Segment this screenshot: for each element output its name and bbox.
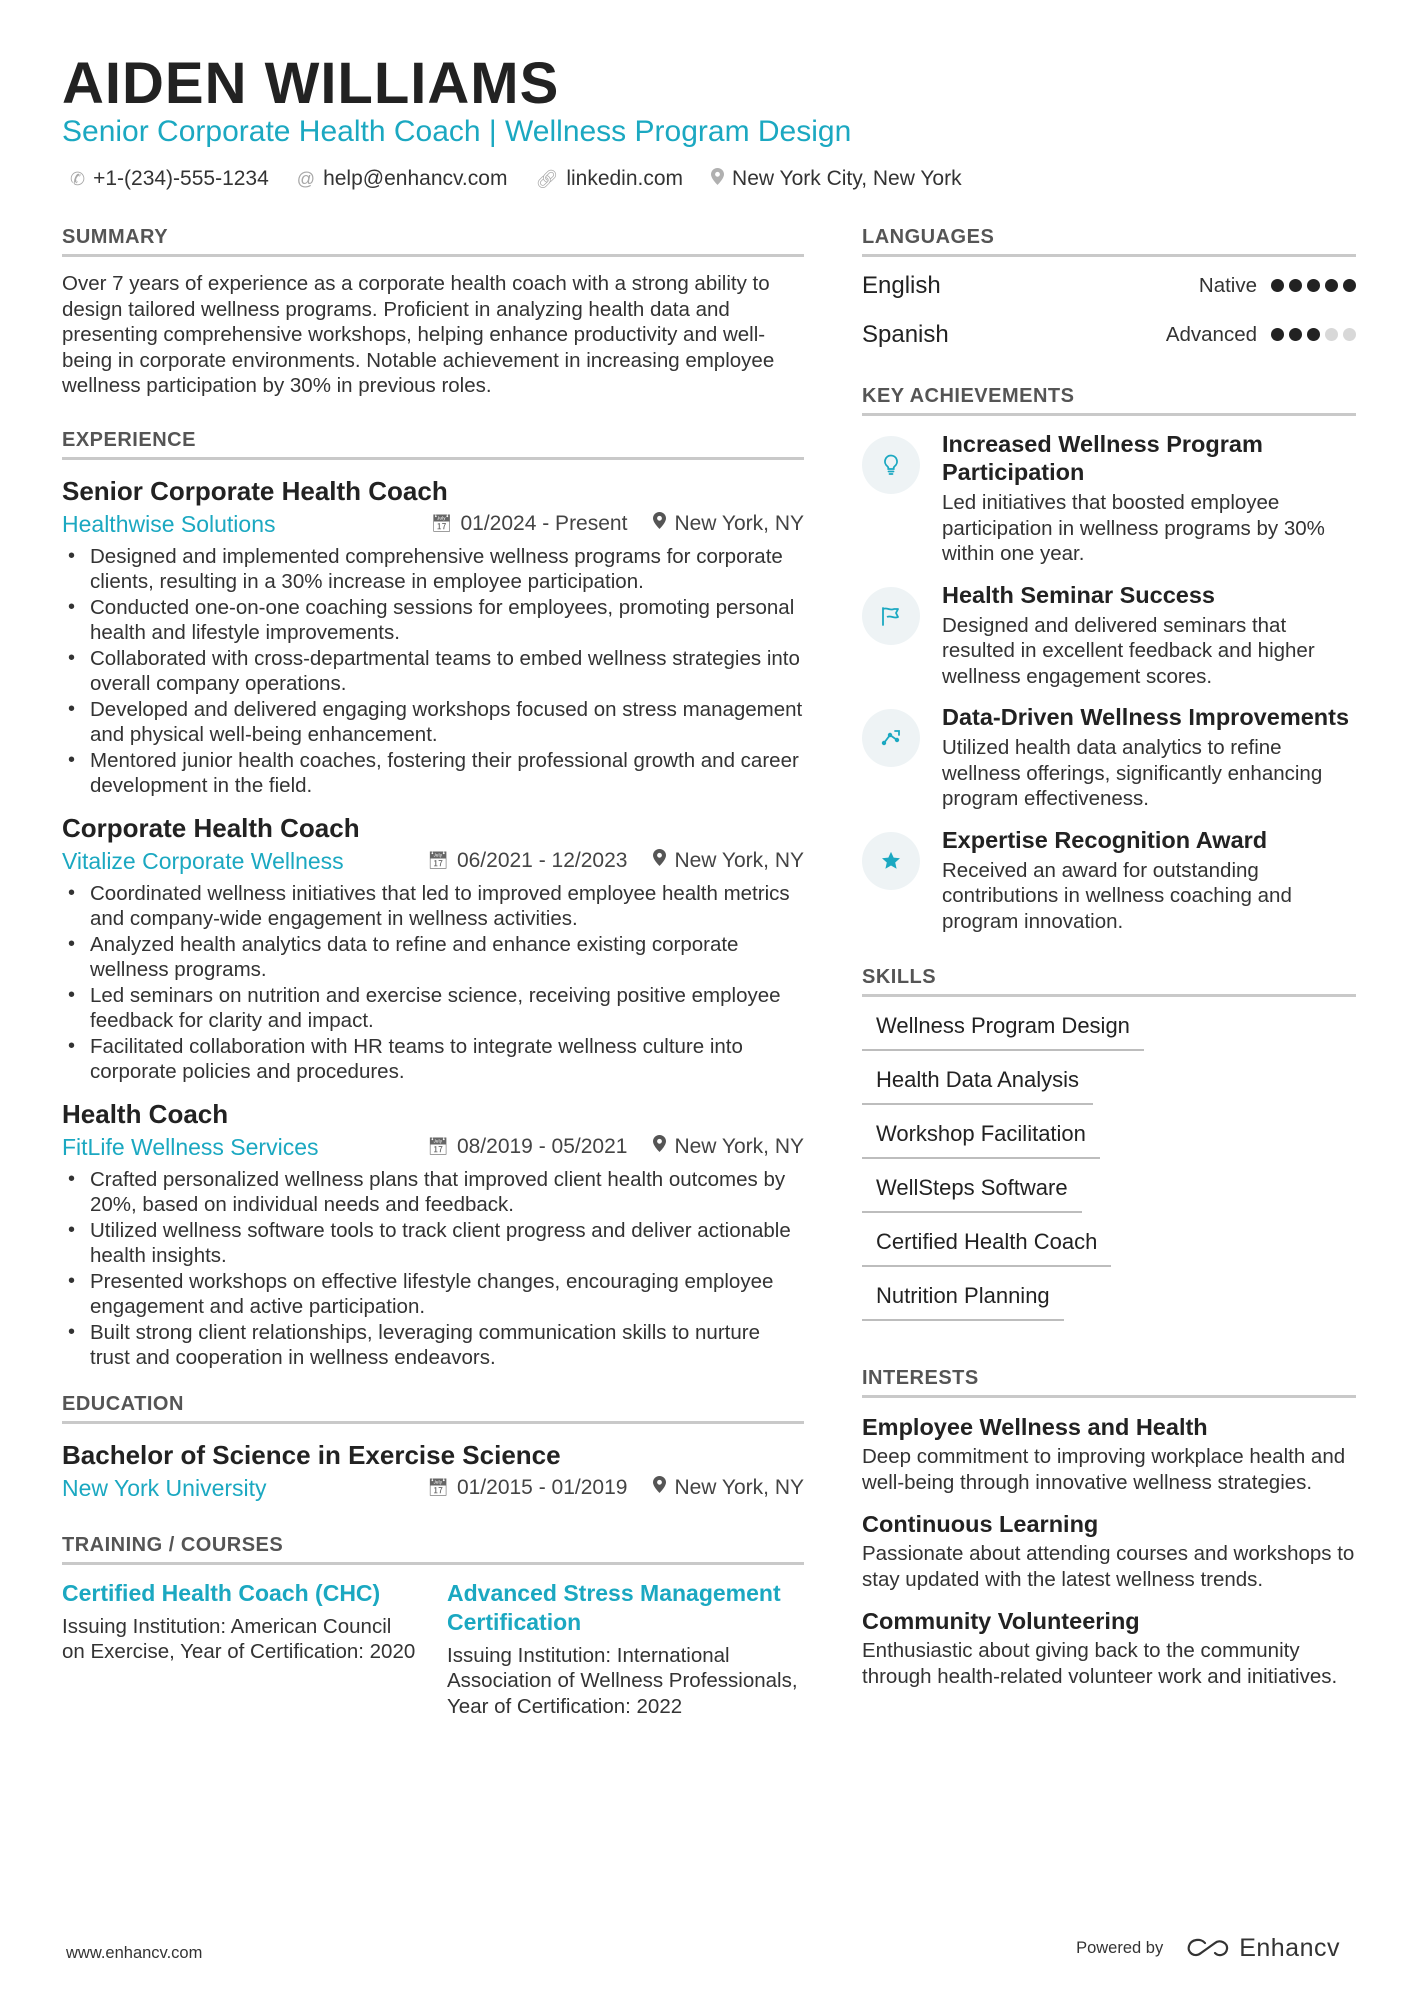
rating-dots <box>1271 279 1356 292</box>
experience-entry <box>62 1097 804 1371</box>
education-location <box>653 1472 804 1504</box>
location-pin-icon <box>653 508 666 540</box>
job-location <box>653 1131 804 1163</box>
language-name: English <box>862 271 941 299</box>
achievement-title: Expertise Recognition Award <box>942 826 1268 853</box>
language-proficiency <box>1199 274 1356 298</box>
job-meta <box>62 1131 804 1163</box>
achievement-title: Increased Wellness Program Participation <box>942 431 1263 485</box>
interests-heading: INTERESTS <box>862 1363 1356 1398</box>
language-level: Native <box>1198 273 1257 297</box>
course-title: Advanced Stress Management Certification <box>447 1579 781 1635</box>
language-item <box>862 310 1356 359</box>
job-meta-right <box>431 508 804 540</box>
interests-section <box>862 1363 1356 1689</box>
skill-tag: Certified Health Coach <box>862 1227 1111 1267</box>
achievement-description: Utilized health data analytics to refine wellness offerings, significantly enhancing program effectiveness. <box>942 736 1323 810</box>
job-bullet: • Coordinated wellness initiatives that led to improved employee health metrics and company-wide engagement in wellness activities. <box>90 881 804 932</box>
job-dates <box>427 845 627 877</box>
experience-entry <box>62 811 804 1085</box>
rating-dot-filled <box>1343 279 1356 292</box>
at-icon: @ <box>296 169 316 189</box>
job-dates-text: 08/2019 - 05/2021 <box>456 1134 628 1158</box>
rating-dots <box>1271 328 1356 341</box>
job-bullet: • Conducted one-on-one coaching sessions for employees, promoting personal health and lifestyle improvements. <box>90 595 804 646</box>
rating-dot-filled <box>1307 328 1320 341</box>
job-bullet: • Crafted personalized wellness plans that improved client health outcomes by 20%, based on individual needs and feedback. <box>90 1167 804 1218</box>
education-meta-right <box>427 1472 804 1504</box>
contact-phone-text: +1-(234)-555-1234 <box>93 167 269 190</box>
job-meta <box>62 508 804 540</box>
job-bullet: • Collaborated with cross-departmental teams to embed wellness strategies into overall company operations. <box>90 646 804 697</box>
location-pin-icon <box>653 1131 666 1163</box>
skills-heading: SKILLS <box>862 962 1356 997</box>
summary-heading: SUMMARY <box>62 222 804 257</box>
data-chart-icon <box>862 709 920 767</box>
contact-email[interactable] <box>297 164 508 194</box>
job-bullet: • Utilized wellness software tools to track client progress and deliver actionable health insights. <box>90 1218 804 1269</box>
location-pin-icon <box>653 845 666 877</box>
enhancv-logo-icon <box>1185 1937 1231 1961</box>
education-section <box>62 1389 804 1504</box>
job-dates-text: 01/2024 - Present <box>460 511 628 535</box>
left-column <box>62 222 804 1719</box>
job-location <box>653 508 804 540</box>
job-bullet: • Mentored junior health coaches, fostering their professional growth and career development in the field. <box>90 748 804 799</box>
course-title: Certified Health Coach (CHC) <box>62 1579 381 1606</box>
education-location-text: New York, NY <box>674 1475 804 1499</box>
job-meta-right <box>427 1131 804 1163</box>
achievement-body <box>942 581 1356 690</box>
right-column <box>862 222 1356 1703</box>
achievement-body <box>942 430 1356 567</box>
course-item <box>62 1579 419 1720</box>
job-title: Senior Corporate Health Coach <box>62 475 448 506</box>
experience-section <box>62 425 804 1371</box>
degree-title: Bachelor of Science in Exercise Science <box>62 1439 561 1470</box>
skill-tag: Workshop Facilitation <box>862 1119 1100 1159</box>
experience-entry <box>62 474 804 799</box>
course-description: Issuing Institution: International Association of Wellness Professionals, Year of Certification: 2022 <box>447 1643 798 1718</box>
school-name: New York University <box>62 1474 267 1501</box>
language-item <box>862 261 1356 310</box>
footer-website[interactable]: www.enhancv.com <box>66 1944 203 1962</box>
job-title: Corporate Health Coach <box>62 812 360 843</box>
achievement-item <box>862 703 1356 812</box>
footer-branding <box>1076 1934 1340 1963</box>
calendar-icon: 📅︎ <box>427 1136 449 1156</box>
achievement-description: Received an award for outstanding contributions in wellness coaching and program innovation. <box>942 858 1292 933</box>
job-location <box>653 845 804 877</box>
achievement-item <box>862 581 1356 690</box>
job-meta-right <box>427 845 804 877</box>
achievement-item <box>862 430 1356 567</box>
enhancv-logo[interactable] <box>1185 1934 1340 1963</box>
job-bullet: • Facilitated collaboration with HR teams to integrate wellness culture into corporate policies and procedures. <box>90 1034 804 1085</box>
calendar-icon: 📅︎ <box>427 1477 449 1497</box>
rating-dot-filled <box>1325 279 1338 292</box>
languages-section <box>862 222 1356 359</box>
powered-by-label: Powered by <box>1076 1939 1164 1957</box>
rating-dot-empty <box>1325 328 1338 341</box>
interest-title: Continuous Learning <box>862 1511 1099 1537</box>
interest-title: Employee Wellness and Health <box>862 1414 1208 1440</box>
course-description: Issuing Institution: American Council on Exercise, Year of Certification: 2020 <box>62 1614 416 1663</box>
languages-heading: LANGUAGES <box>862 222 1356 257</box>
achievement-title: Data-Driven Wellness Improvements <box>942 704 1350 730</box>
job-bullet: • Designed and implemented comprehensive wellness programs for corporate clients, resulting in a 30% increase in employee participation. <box>90 544 804 595</box>
achievement-item <box>862 826 1356 935</box>
rating-dot-filled <box>1271 279 1284 292</box>
headline: Senior Corporate Health Coach | Wellness Program Design <box>62 115 852 148</box>
job-bullet: • Presented workshops on effective lifestyle changes, encouraging employee engagement and active participation. <box>90 1269 804 1320</box>
job-bullet: • Analyzed health analytics data to refine and enhance existing corporate wellness programs. <box>90 932 804 983</box>
language-level: Advanced <box>1165 322 1257 346</box>
interest-item <box>862 1606 1356 1689</box>
interest-item <box>862 1509 1356 1592</box>
training-section <box>62 1530 804 1720</box>
language-name: Spanish <box>862 320 949 348</box>
calendar-icon: 📅︎ <box>427 850 449 870</box>
achievements-section <box>862 381 1356 934</box>
course-list <box>62 1579 804 1720</box>
rating-dot-empty <box>1343 328 1356 341</box>
company-name: Vitalize Corporate Wellness <box>62 847 344 874</box>
contact-linkedin[interactable] <box>535 164 683 194</box>
summary-section <box>62 222 804 399</box>
experience-heading: EXPERIENCE <box>62 425 804 460</box>
interest-item <box>862 1412 1356 1495</box>
summary-text: Over 7 years of experience as a corporate health coach with a strong ability to design tailored wellness programs. Proficient in analyzing health data and presenting comprehensive workshops, helping enhance productivity and well-being in corporate environments. Notable achievement in increasing employee wellness participation by 30% in previous roles. <box>62 272 775 397</box>
job-bullets <box>62 1167 804 1371</box>
job-bullets <box>62 544 804 799</box>
rating-dot-filled <box>1307 279 1320 292</box>
achievement-body <box>942 826 1356 935</box>
rating-dot-filled <box>1271 328 1284 341</box>
achievement-description: Led initiatives that boosted employee participation in wellness programs by 30% within one year. <box>942 491 1325 565</box>
contact-phone[interactable] <box>70 164 269 194</box>
job-location-text: New York, NY <box>674 848 804 872</box>
job-dates-text: 06/2021 - 12/2023 <box>456 848 628 872</box>
company-name: FitLife Wellness Services <box>62 1133 319 1160</box>
lightbulb-icon <box>862 436 920 494</box>
achievement-title: Health Seminar Success <box>942 581 1215 608</box>
job-title: Health Coach <box>62 1098 229 1129</box>
rating-dot-filled <box>1289 279 1302 292</box>
interest-description: Passionate about attending courses and workshops to stay updated with the latest wellness trends. <box>862 1542 1355 1591</box>
job-dates <box>427 1131 627 1163</box>
contact-location-text: New York City, New York <box>732 167 962 190</box>
job-bullet: • Built strong client relationships, leveraging communication skills to nurture trust and cooperation in wellness endeavors. <box>90 1320 804 1371</box>
contact-bar <box>70 164 962 194</box>
interest-description: Deep commitment to improving workplace health and well-being through innovative wellness strategies. <box>862 1445 1346 1494</box>
calendar-icon: 📅︎ <box>430 513 453 533</box>
education-dates-text: 01/2015 - 01/2019 <box>456 1475 628 1499</box>
company-name: Healthwise Solutions <box>62 510 276 537</box>
job-meta <box>62 845 804 877</box>
job-bullet: • Led seminars on nutrition and exercise science, receiving positive employee feedback for clarity and impact. <box>90 983 804 1034</box>
link-icon: 🔗︎ <box>535 169 559 189</box>
contact-email-text: help@enhancv.com <box>323 167 508 190</box>
skills-section <box>862 962 1356 1321</box>
contact-location <box>711 164 962 194</box>
language-proficiency <box>1166 323 1356 347</box>
achievements-heading: KEY ACHIEVEMENTS <box>862 381 1356 416</box>
achievement-description: Designed and delivered seminars that resulted in excellent feedback and higher wellness engagement scores. <box>942 613 1315 688</box>
location-pin-icon <box>711 164 724 194</box>
education-heading: EDUCATION <box>62 1389 804 1424</box>
rating-dot-filled <box>1289 328 1302 341</box>
achievement-body <box>942 703 1356 812</box>
star-icon <box>862 832 920 890</box>
skill-tag: Nutrition Planning <box>862 1281 1064 1321</box>
location-pin-icon <box>653 1472 666 1504</box>
skill-tag: Wellness Program Design <box>862 1011 1144 1051</box>
contact-linkedin-text: linkedin.com <box>566 167 684 190</box>
job-location-text: New York, NY <box>674 511 804 535</box>
education-meta <box>62 1472 804 1504</box>
skill-list <box>862 1011 1356 1321</box>
job-bullet: • Developed and delivered engaging workshops focused on stress management and physical well-being enhancement. <box>90 697 804 748</box>
phone-icon: ✆ <box>70 169 86 189</box>
education-dates <box>427 1472 627 1504</box>
job-location-text: New York, NY <box>674 1134 804 1158</box>
skill-tag: Health Data Analysis <box>862 1065 1093 1105</box>
job-dates <box>431 508 628 540</box>
skill-tag: WellSteps Software <box>862 1173 1082 1213</box>
course-item <box>447 1579 804 1720</box>
training-heading: TRAINING / COURSES <box>62 1530 804 1565</box>
candidate-name: AIDEN WILLIAMS <box>62 51 560 116</box>
flag-icon <box>862 587 920 645</box>
interest-title: Community Volunteering <box>862 1608 1140 1634</box>
brand-name: Enhancv <box>1239 1934 1340 1962</box>
interest-description: Enthusiastic about giving back to the community through health-related volunteer work and initiatives. <box>862 1639 1338 1688</box>
job-bullets <box>62 881 804 1085</box>
